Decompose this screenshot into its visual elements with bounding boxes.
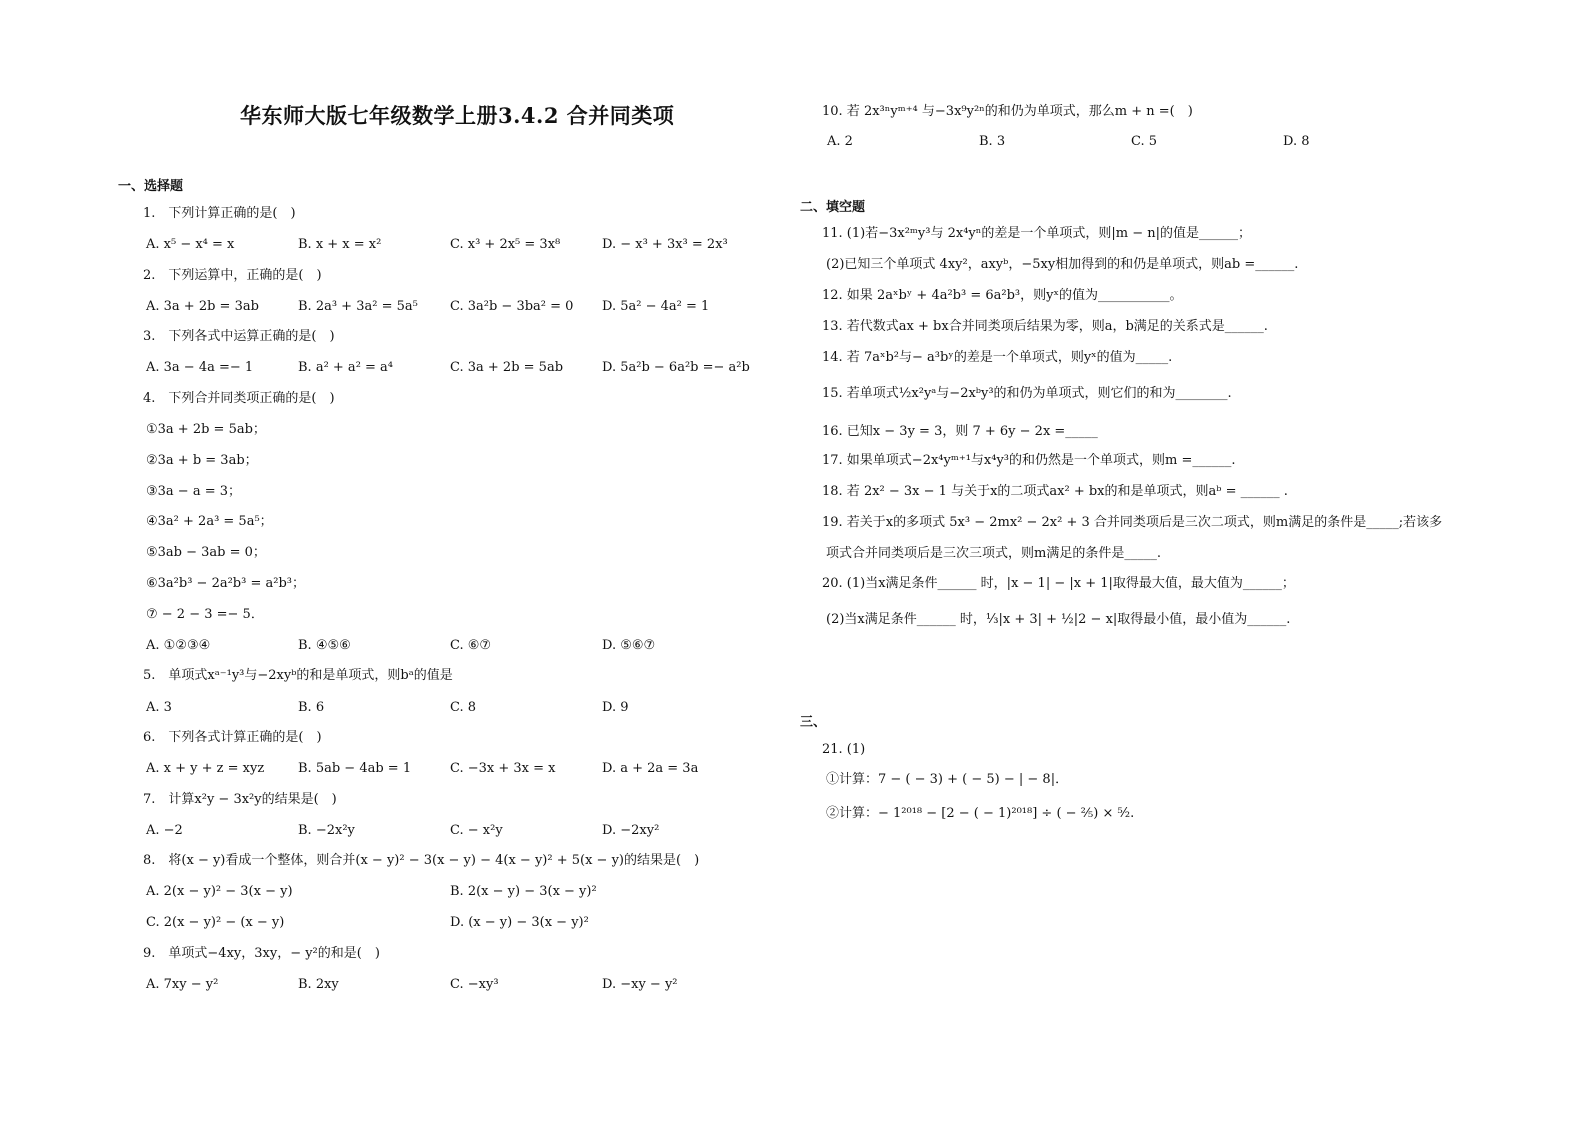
question-line: 17. 如果单项式−2x⁴yᵐ⁺¹与x⁴y³的和仍然是一个单项式，则m =______. [822, 453, 1236, 468]
section-answer: 三、 [800, 715, 827, 730]
options-row [146, 299, 754, 315]
question-line: ④3a² + 2a³ = 5a⁵； [146, 514, 273, 529]
answer-option: B. 6 [298, 700, 325, 715]
question-line: 9. 单项式−4xy，3xy，− y²的和是( ) [143, 946, 380, 961]
question-line: ⑥3a²b³ − 2a²b³ = a²b³； [146, 576, 305, 591]
question-line: 4. 下列合并同类项正确的是( ) [143, 391, 335, 406]
question-line: ⑦ − 2 − 3 =− 5． [146, 607, 264, 622]
question-line: (2)已知三个单项式 4xy²，axyᵇ，−5xy相加得到的和仍是单项式，则ab =______. [826, 257, 1299, 272]
answer-option: A. x⁵ − x⁴ = x [146, 237, 235, 252]
question-line: ①计算：7 − ( − 3) + ( − 5) − | − 8|． [826, 772, 1069, 787]
answer-option: B. a² + a² = a⁴ [298, 360, 394, 375]
answer-option: A. ①②③④ [146, 638, 211, 653]
section-fill: 二、填空题 [800, 200, 866, 215]
options-row [146, 823, 754, 839]
section-choice: 一、选择题 [118, 179, 184, 194]
question-line: (2)当x满足条件______ 时，⅓|x + 3| + ½|2 − x|取得最小值，最小值为______. [826, 612, 1291, 627]
answer-option: D. ⑤⑥⑦ [602, 638, 656, 653]
answer-option: B. x + x = x² [298, 237, 382, 252]
question-line: 3. 下列各式中运算正确的是( ) [143, 329, 335, 344]
options-row [146, 761, 754, 777]
answer-option: A. 7xy − y² [146, 977, 219, 992]
question-line: 15. 若单项式½x²yᵃ与−2xᵇy³的和仍为单项式，则它们的和为________. [822, 386, 1232, 401]
answer-option: A. 3 [146, 700, 172, 715]
answer-option: A. x + y + z = xyz [146, 761, 265, 776]
options-row [146, 638, 754, 654]
answer-option: A. 2(x − y)² − 3(x − y) [146, 884, 293, 899]
options-row [146, 884, 754, 900]
answer-option: B. 5ab − 4ab = 1 [298, 761, 412, 776]
answer-option: B. 2xy [298, 977, 339, 992]
question-line: ②3a + b = 3ab； [146, 453, 258, 468]
question-line: 14. 若 7aˣb²与− a³bʸ的差是一个单项式，则yˣ的值为_____. [822, 350, 1173, 365]
question-line: 13. 若代数式ax + bx合并同类项后结果为零，则a，b满足的关系式是______. [822, 319, 1268, 334]
question-line: 19. 若关于x的多项式 5x³ − 2mx² − 2x² + 3 合并同类项后是三次二项式，则m满足的条件是_____;若该多 [822, 515, 1443, 530]
answer-option: D. 9 [602, 700, 629, 715]
answer-option: A. 3a + 2b = 3ab [146, 299, 259, 314]
options-row [146, 360, 754, 376]
question-line: ②计算：− 1²⁰¹⁸ − [2 − ( − 1)²⁰¹⁸] ÷ ( − ⅖) × ⁵⁄₂. [826, 806, 1135, 821]
options-row [146, 237, 754, 253]
answer-option: D. −xy − y² [602, 977, 678, 992]
question-line: 21. (1) [822, 742, 866, 757]
answer-option: B. 3 [979, 134, 1006, 149]
answer-option: D. a + 2a = 3a [602, 761, 699, 776]
answer-option: D. (x − y) − 3(x − y)² [450, 915, 589, 930]
answer-option: C. x³ + 2x⁵ = 3x⁸ [450, 237, 561, 252]
question-line: 8. 将(x − y)看成一个整体，则合并(x − y)² − 3(x − y) − 4(x − y)² + 5(x − y)的结果是( ) [143, 853, 700, 868]
question-line: 项式合并同类项后是三次三项式，则m满足的条件是_____. [826, 546, 1161, 561]
answer-option: D. 5a² − 4a² = 1 [602, 299, 710, 314]
answer-option: C. 3a²b − 3ba² = 0 [450, 299, 574, 314]
answer-option: C. −3x + 3x = x [450, 761, 556, 776]
page-title: 华东师大版七年级数学上册3.4.2 合并同类项 [240, 103, 675, 128]
question-line: 7. 计算x²y − 3x²y的结果是( ) [143, 792, 337, 807]
question-line: 11. (1)若−3x²ᵐy³与 2x⁴yⁿ的差是一个单项式，则|m − n|的值是______； [822, 226, 1251, 241]
answer-option: C. 2(x − y)² − (x − y) [146, 915, 285, 930]
options-row [146, 700, 754, 716]
answer-option: B. 2(x − y) − 3(x − y)² [450, 884, 597, 899]
answer-option: C. −xy³ [450, 977, 499, 992]
question-line: 16. 已知x − 3y = 3，则 7 + 6y − 2x =_____ [822, 424, 1098, 439]
question-line: 1. 下列计算正确的是( ) [143, 206, 296, 221]
answer-option: B. 2a³ + 3a² = 5a⁵ [298, 299, 418, 314]
question-line: ⑤3ab − 3ab = 0； [146, 545, 266, 560]
options-row [146, 977, 754, 993]
answer-option: C. 3a + 2b = 5ab [450, 360, 564, 375]
question-line: 12. 如果 2aˣbʸ + 4a²b³ = 6a²b³，则yˣ的值为___________。 [822, 288, 1183, 303]
answer-option: A. −2 [146, 823, 183, 838]
options-row [146, 915, 754, 931]
answer-option: D. − x³ + 3x³ = 2x³ [602, 237, 728, 252]
answer-option: C. − x²y [450, 823, 503, 838]
answer-option: C. 5 [1131, 134, 1158, 149]
question-line: 2. 下列运算中，正确的是( ) [143, 268, 322, 283]
answer-option: D. 8 [1283, 134, 1310, 149]
answer-option: A. 2 [827, 134, 853, 149]
question-line: 10. 若 2x³ⁿyᵐ⁺⁴ 与−3x⁹y²ⁿ的和仍为单项式，那么m + n =( ) [822, 104, 1193, 119]
answer-option: D. 5a²b − 6a²b =− a²b [602, 360, 750, 375]
question-line: ①3a + 2b = 5ab； [146, 422, 266, 437]
question-line: ③3a − a = 3； [146, 484, 242, 499]
answer-option: B. ④⑤⑥ [298, 638, 351, 653]
options-row [827, 134, 1435, 150]
question-line: 5. 单项式xᵃ⁻¹y³与−2xyᵇ的和是单项式，则bᵃ的值是 [143, 668, 453, 683]
answer-option: C. 8 [450, 700, 477, 715]
answer-option: C. ⑥⑦ [450, 638, 492, 653]
answer-option: B. −2x²y [298, 823, 355, 838]
question-line: 18. 若 2x² − 3x − 1 与关于x的二项式ax² + bx的和是单项式，则aᵇ = ______ . [822, 484, 1288, 499]
answer-option: D. −2xy² [602, 823, 660, 838]
answer-option: A. 3a − 4a =− 1 [146, 360, 254, 375]
question-line: 6. 下列各式计算正确的是( ) [143, 730, 322, 745]
question-line: 20. (1)当x满足条件______ 时，|x − 1| − |x + 1|取得最大值，最大值为______； [822, 576, 1295, 591]
